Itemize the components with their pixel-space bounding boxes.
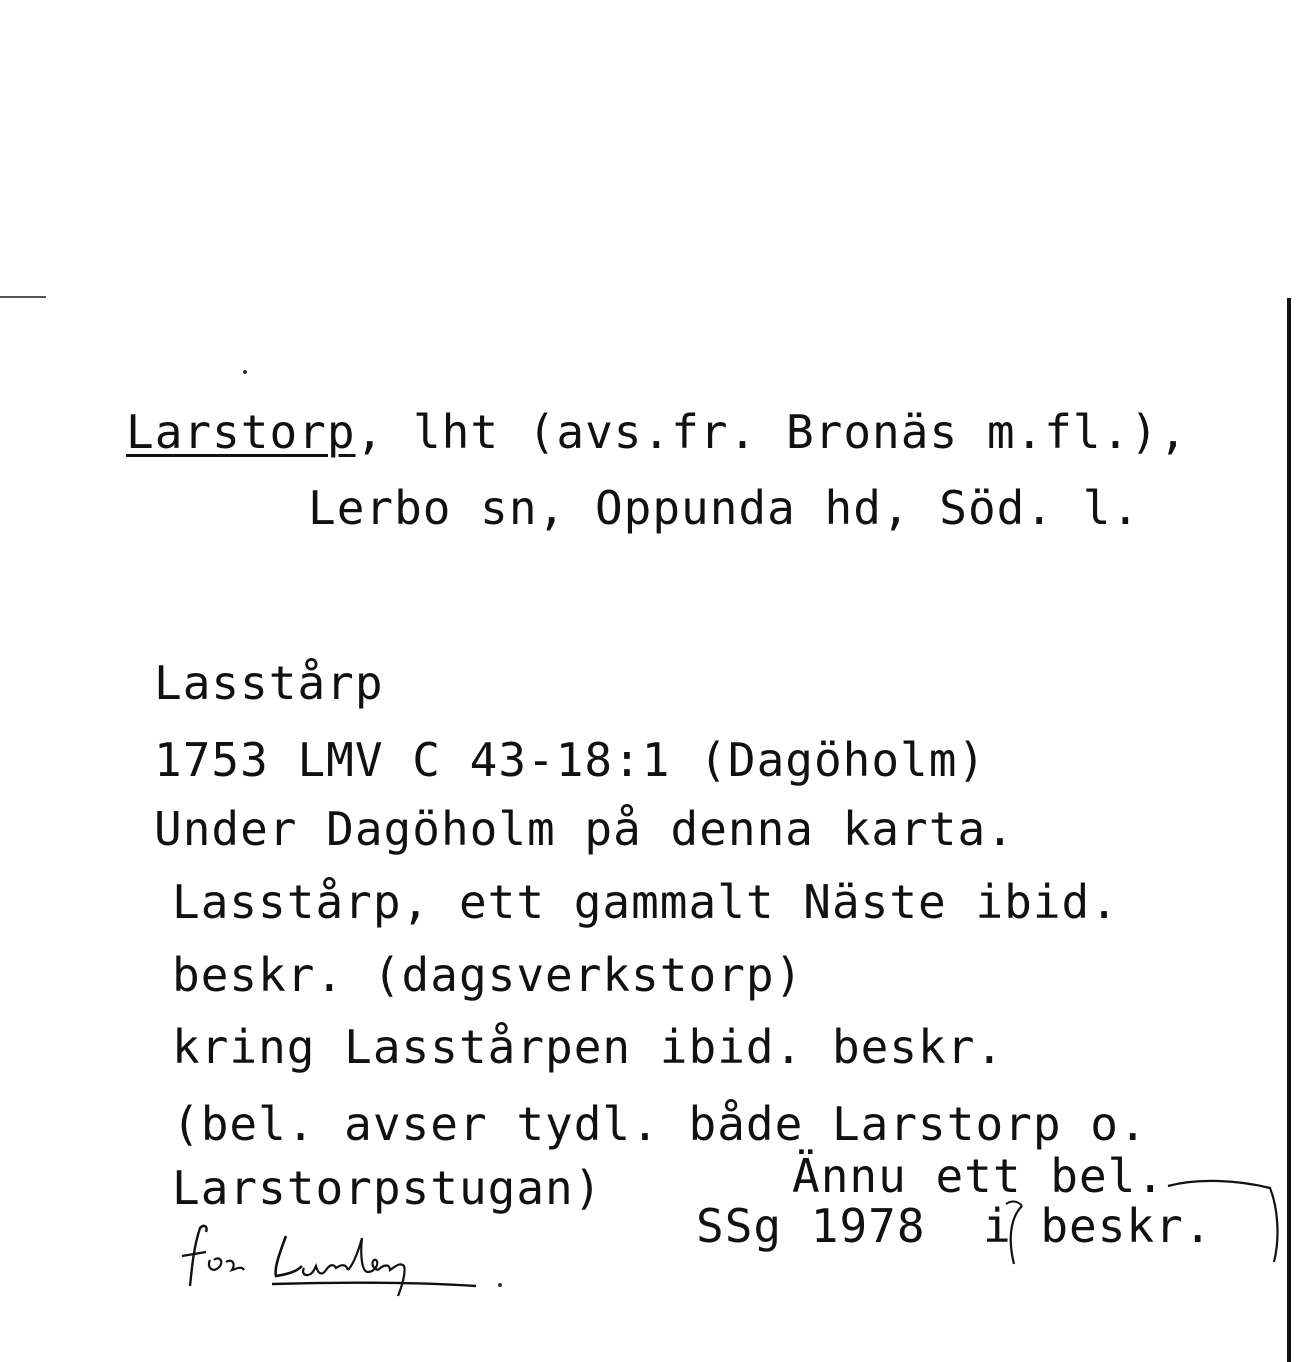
handwritten-note-signature	[176, 1216, 516, 1306]
text-line-2: 1753 LMV C 43-18:1 (Dagöholm)	[154, 733, 987, 787]
text-line-8: Larstorpstugan)	[172, 1161, 603, 1215]
text-line-4: Lasstårp, ett gammalt Näste ibid.	[172, 875, 1119, 929]
location-line: Lerbo sn, Oppunda hd, Söd. l.	[308, 481, 1141, 535]
annotation-source: SSg 1978	[696, 1199, 926, 1253]
annotation-bracket-text: i beskr.	[982, 1199, 1213, 1253]
heading-line	[126, 404, 1188, 460]
text-line-1: Lasstårp	[154, 656, 384, 710]
place-description: , lht (avs.fr. Bronäs m.fl.),	[355, 405, 1188, 459]
speck	[243, 370, 247, 374]
text-line-6: kring Lasstårpen ibid. beskr.	[172, 1020, 1005, 1074]
handwritten-bracket	[998, 1168, 1288, 1268]
text-line-5: beskr. (dagsverkstorp)	[172, 948, 804, 1002]
annotation-line-1: Ännu ett bel.	[792, 1149, 1166, 1203]
text-line-3: Under Dagöholm på denna karta.	[154, 802, 1015, 856]
place-name: Larstorp	[126, 405, 356, 459]
edge-tick-mark	[0, 296, 46, 298]
speck	[498, 1283, 502, 1287]
text-line-7: (bel. avser tydl. både Larstorp o.	[172, 1097, 1148, 1151]
